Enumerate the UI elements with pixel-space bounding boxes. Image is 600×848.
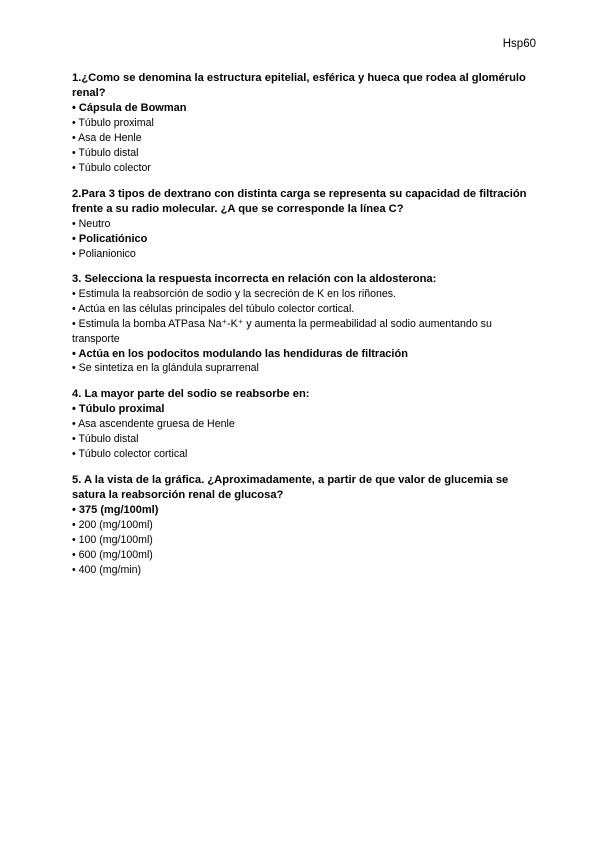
option-correct: • Actúa en los podocitos modulando las hendiduras de filtración (72, 347, 408, 360)
question-title: 4. La mayor parte del sodio se reabsorbe en: (72, 388, 310, 401)
option: • Túbulo colector (72, 162, 151, 174)
option: • Asa ascendente gruesa de Henle (72, 418, 235, 431)
option: • Actúa en las células principales del túbulo colector cortical. (72, 303, 355, 316)
option: • 400 (mg/min) (72, 564, 142, 577)
question-list (72, 71, 532, 589)
option: • Se sintetiza en la glándula suprarrenal (72, 362, 259, 375)
question-title: 2.Para 3 tipos de dextrano con distinta carga se representa su capacidad de filtración frente a su radio molecular. ¿A que se corresponde la línea C? (72, 188, 527, 215)
question-title: 3. Selecciona la respuesta incorrecta en relación con la aldosterona: (72, 273, 437, 286)
option-list (72, 402, 532, 462)
option-correct: • Cápsula de Bowman (72, 102, 187, 114)
question-2 (72, 187, 532, 261)
option-list (72, 217, 532, 261)
option: • Polianionico (72, 247, 136, 260)
document-header-code: Hsp60 (502, 38, 536, 50)
option-list (72, 503, 532, 578)
option-correct: • 375 (mg/100ml) (72, 504, 159, 517)
option-correct: • Túbulo proximal (72, 403, 165, 416)
option: • Estimula la bomba ATPasa Na⁺-K⁺ y aumenta la permeabilidad al sodio aumentando su transporte (72, 317, 492, 345)
option: • Túbulo distal (72, 147, 139, 159)
option: • Neutro (72, 218, 111, 230)
question-1 (72, 71, 532, 176)
question-3 (72, 272, 532, 376)
option: • 200 (mg/100ml) (72, 519, 153, 532)
option: • Túbulo colector cortical (72, 448, 188, 461)
option-list (72, 287, 532, 376)
question-title: 1.¿Como se denomina la estructura epitelial, esférica y hueca que rodea al glomérulo renal? (72, 72, 526, 99)
option: • Asa de Henle (72, 132, 142, 144)
question-4 (72, 387, 532, 462)
option-list (72, 101, 532, 176)
option: • Túbulo proximal (72, 117, 154, 129)
option: • 100 (mg/100ml) (72, 534, 153, 547)
option: • Estimula la reabsorción de sodio y la secreción de K en los riñones. (72, 288, 397, 301)
question-title: 5. A la vista de la gráfica. ¿Aproximadamente, a partir de que valor de glucemia se satura la reabsorción renal de glucosa? (72, 474, 509, 502)
question-5 (72, 473, 532, 578)
option-correct: • Policatiónico (72, 232, 148, 245)
option: • 600 (mg/100ml) (72, 549, 153, 562)
option: • Túbulo distal (72, 433, 139, 446)
